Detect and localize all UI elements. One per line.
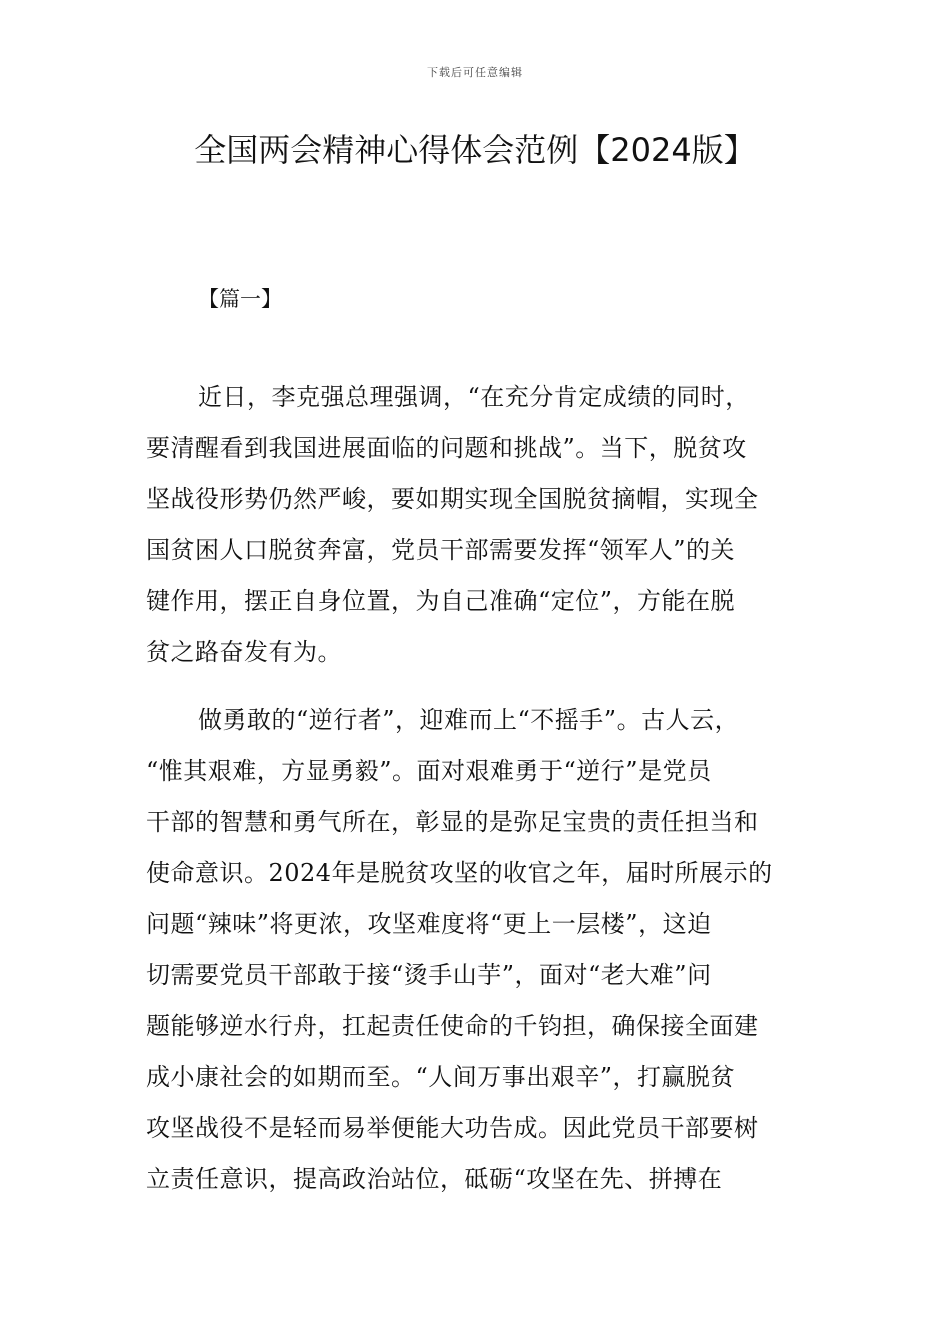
document-title: 全国两会精神心得体会范例【2024版】 — [194, 131, 756, 169]
paragraph-line: 做勇敢的“逆行者”，迎难而上“不摇手”。古人云， — [198, 706, 740, 734]
paragraph-line: 立责任意识，提高政治站位，砥砺“攻坚在先、拼搏在 — [146, 1165, 723, 1193]
paragraph-line: “惟其艰难，方显勇毅”。面对艰难勇于“逆行”是党员 — [146, 757, 712, 785]
paragraph-line: 成小康社会的如期而至。“人间万事出艰辛”，打赢脱贫 — [146, 1063, 736, 1091]
paragraph-line: 国贫困人口脱贫奔富，党员干部需要发挥“领军人”的关 — [146, 536, 736, 564]
paragraph-line: 问题“辣味”将更浓，攻坚难度将“更上一层楼”，这迫 — [146, 910, 712, 938]
section-label: 【篇一】 — [198, 287, 282, 311]
paragraph-line: 题能够逆水行舟，扛起责任使命的千钧担，确保接全面建 — [146, 1012, 759, 1040]
paragraph-line: 坚战役形势仍然严峻，要如期实现全国脱贫摘帽，实现全 — [146, 485, 759, 513]
paragraph-line: 干部的智慧和勇气所在，彰显的是弥足宝贵的责任担当和 — [146, 808, 759, 836]
paragraph-line: 使命意识。2024年是脱贫攻坚的收官之年，届时所展示的 — [146, 859, 773, 887]
paragraph-1 — [146, 372, 814, 678]
paragraph-line: 切需要党员干部敢于接“烫手山芋”，面对“老大难”问 — [146, 961, 712, 989]
header-note: 下载后可任意编辑 — [427, 66, 523, 79]
paragraph-line: 要清醒看到我国进展面临的问题和挑战”。当下，脱贫攻 — [146, 434, 747, 462]
paragraph-line: 攻坚战役不是轻而易举便能大功告成。因此党员干部要树 — [146, 1114, 759, 1142]
paragraph-2 — [146, 695, 814, 1205]
paragraph-line: 贫之路奋发有为。 — [146, 638, 342, 666]
paragraph-line: 近日，李克强总理强调，“在充分肯定成绩的同时， — [198, 383, 750, 411]
paragraph-line: 键作用，摆正自身位置，为自己准确“定位”，方能在脱 — [146, 587, 736, 615]
